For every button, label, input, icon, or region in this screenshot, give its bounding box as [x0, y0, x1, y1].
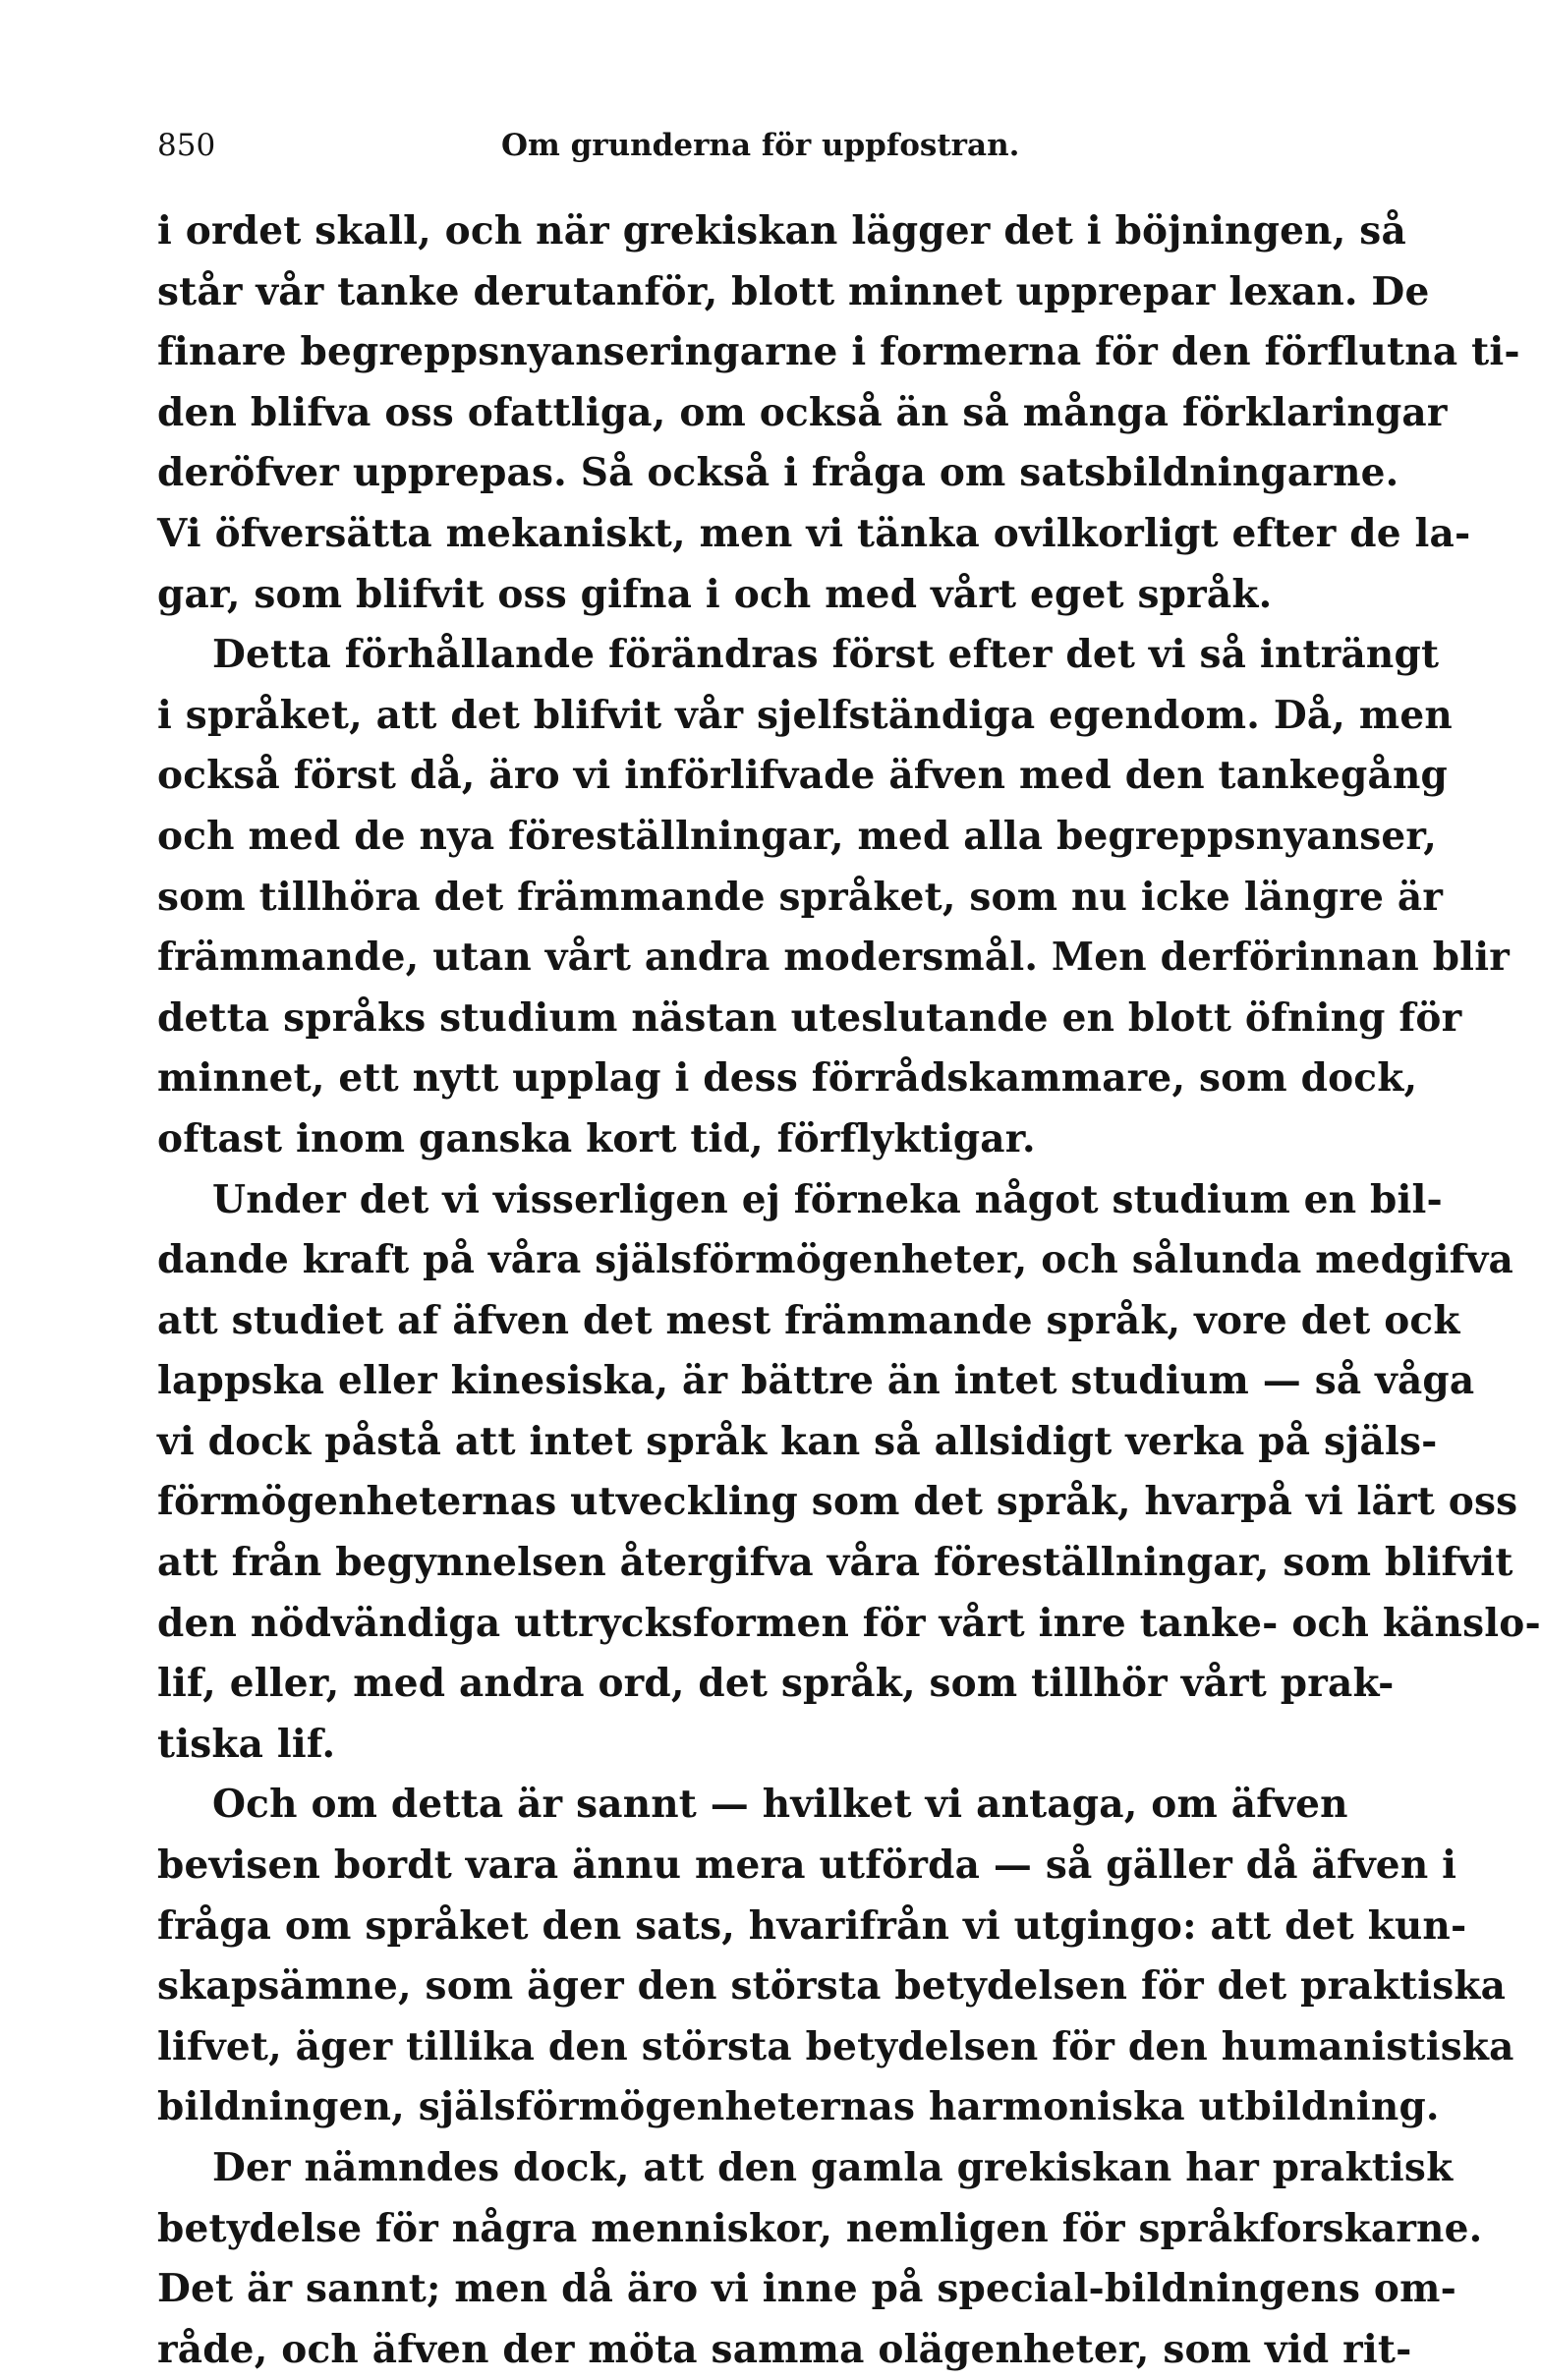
text-line: Der nämndes dock, att den gamla grekiskan har praktisk [212, 2145, 1454, 2190]
text-line: bildningen, själsförmögenheternas harmoniska utbildning. [157, 2084, 1440, 2130]
text-line: den blifva oss ofattliga, om också än så många förklaringar [157, 389, 1448, 435]
paragraph [157, 2138, 1483, 2380]
text-line: att studiet af äfven det mest främmande språk, vore det ock [157, 1297, 1460, 1343]
text-line: Under det vi visserligen ej förneka något studium en bil- [212, 1176, 1443, 1222]
text-line: Och om detta är sannt — hvilket vi antaga, om äfven [212, 1782, 1348, 1828]
text-line: gar, som blifvit oss gifna i och med vårt eget språk. [157, 571, 1273, 617]
page-number: 850 [157, 128, 216, 163]
text-line: bevisen bordt vara ännu mera utförda — så gäller då äfven i [157, 1842, 1457, 1889]
text-line: i ordet skall, och när grekiskan lägger det i böjningen, så [157, 208, 1406, 254]
text-line: Detta förhållande förändras först efter det vi så inträngt [212, 632, 1440, 678]
book-page [157, 123, 1541, 2372]
text-line: lappska eller kinesiska, är bättre än intet studium — så våga [157, 1358, 1475, 1404]
text-line: främmande, utan vårt andra modersmål. Men derförinnan blir [157, 935, 1510, 981]
text-line: också först då, äro vi införlifvade äfven med den tankegång [157, 753, 1448, 799]
text-line: råde, och äfven der möta samma olägenheter, som vid rit- [157, 2326, 1412, 2372]
text-line: i språket, att det blifvit vår sjelfständiga egendom. Då, men [157, 692, 1453, 738]
text-line: oftast inom ganska kort tid, förflyktigar. [157, 1115, 1036, 1162]
text-line: som tillhöra det främmande språket, som nu icke längre är [157, 874, 1444, 920]
text-line: lifvet, äger tillika den största betydelsen för den humanistiska [157, 2023, 1514, 2069]
paragraph [157, 625, 1510, 1169]
text-line: betydelse för några menniskor, nemligen för språkforskarne. [157, 2205, 1483, 2251]
text-line: vi dock påstå att intet språk kan så allsidigt verka på själs- [157, 1418, 1438, 1464]
text-line: skapsämne, som äger den största betydelsen för det praktiska [157, 1963, 1507, 2010]
paragraph [157, 1775, 1514, 2138]
text-line: står vår tanke derutanför, blott minnet upprepar lexan. De [157, 268, 1430, 314]
paragraph [157, 1170, 1541, 1776]
text-line: Vi öfversätta mekaniskt, men vi tänka ovilkorligt efter de la- [157, 510, 1471, 556]
running-title: Om grunderna för uppfostran. [501, 128, 1020, 163]
text-line: lif, eller, med andra ord, det språk, som tillhör vårt prak- [157, 1661, 1395, 1707]
text-line: tiska lif. [157, 1721, 336, 1767]
text-line: detta språks studium nästan uteslutande en blott öfning för [157, 994, 1462, 1041]
page-header [157, 123, 1258, 182]
text-line: och med de nya föreställningar, med alla begreppsnyanser, [157, 813, 1438, 859]
text-line: den nödvändiga uttrycksformen för vårt inre tanke- och känslo- [157, 1600, 1541, 1646]
text-line: förmögenheternas utveckling som det språk, hvarpå vi lärt oss [157, 1479, 1518, 1525]
body-text [157, 201, 1541, 2380]
text-line: deröfver upprepas. Så också i fråga om satsbildningarne. [157, 450, 1399, 496]
text-line: fråga om språket den sats, hvarifrån vi utgingo: att det kun- [157, 1902, 1467, 1949]
text-line: att från begynnelsen återgifva våra föreställningar, som blifvit [157, 1540, 1513, 1586]
paragraph [157, 201, 1520, 625]
text-line: Det är sannt; men då äro vi inne på special-bildningens om- [157, 2266, 1456, 2312]
text-line: finare begreppsnyanseringarne i formerna för den förflutna ti- [157, 329, 1520, 375]
text-line: minnet, ett nytt upplag i dess förrådskammare, som dock, [157, 1055, 1418, 1102]
text-line: dande kraft på våra själsförmögenheter, och sålunda medgifva [157, 1237, 1513, 1283]
